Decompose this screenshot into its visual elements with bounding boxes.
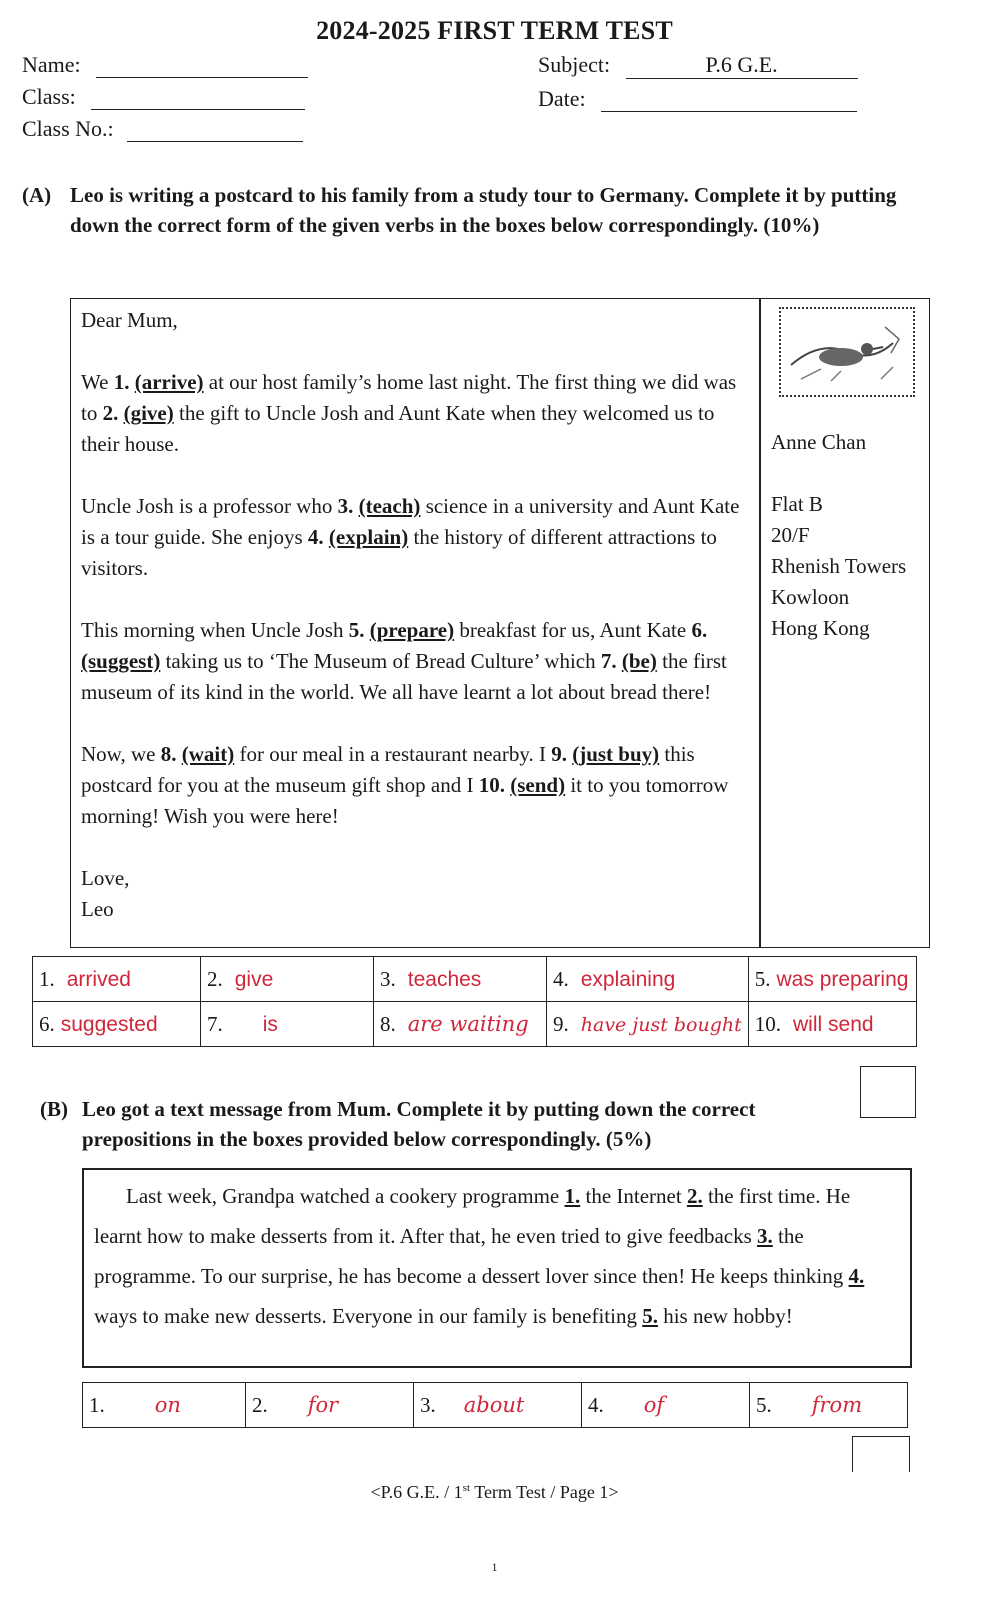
class-field bbox=[22, 84, 305, 110]
subject-label: Subject: bbox=[538, 52, 611, 77]
bird-stamp-icon bbox=[781, 309, 913, 395]
answer-text: suggested bbox=[60, 1012, 158, 1036]
address-line: Kowloon bbox=[771, 585, 850, 609]
answer-text: will send bbox=[793, 1012, 874, 1036]
blank-number-8: 8. bbox=[160, 742, 177, 766]
handwritten-answer: of bbox=[643, 1392, 665, 1417]
section-b-label: (B) bbox=[40, 1097, 68, 1121]
verb-give: (give) bbox=[123, 401, 174, 425]
answer-text: give bbox=[234, 967, 274, 991]
handwritten-answer: for bbox=[307, 1392, 339, 1417]
page-number: 1 bbox=[491, 1560, 498, 1574]
handwritten-answer: have just bought bbox=[580, 1013, 742, 1036]
answer-cell[interactable]: 2. for bbox=[246, 1383, 414, 1428]
score-box[interactable] bbox=[860, 1066, 916, 1118]
table-row bbox=[83, 1383, 908, 1428]
answer-cell[interactable]: 4. of bbox=[582, 1383, 750, 1428]
section-a-text: Leo is writing a postcard to his family from a study tour to Germany. Complete it by putting down the correct form of the given verbs in the boxes below correspondingly. (10%) bbox=[70, 183, 897, 237]
section-b-text: Leo got a text message from Mum. Complete it by putting down the correct prepositions in the boxes provided below correspondingly. (5%) bbox=[82, 1097, 756, 1151]
section-b-instructions bbox=[40, 1094, 840, 1154]
postcard bbox=[70, 298, 930, 948]
address-name: Anne Chan bbox=[771, 430, 867, 454]
blank-number-6: 6. bbox=[691, 618, 708, 642]
blank-number-5: 5. bbox=[348, 618, 365, 642]
answer-cell[interactable]: 1. arrived bbox=[33, 957, 201, 1002]
verb-send: (send) bbox=[510, 773, 566, 797]
answer-cell[interactable]: 8. are waiting bbox=[374, 1002, 547, 1047]
answer-text: teaches bbox=[407, 967, 482, 991]
answer-cell[interactable]: 7. is bbox=[201, 1002, 374, 1047]
section-a-instructions bbox=[22, 180, 942, 240]
verb-explain: (explain) bbox=[328, 525, 409, 549]
blank-number-9: 9. bbox=[551, 742, 567, 766]
blank-number-2: 2. bbox=[102, 401, 119, 425]
class-no-line[interactable] bbox=[127, 119, 303, 142]
blank-number-1: 1. bbox=[113, 370, 130, 394]
postcard-paragraph-2: Uncle Josh is a professor who 3. (teach) science in a university and Aunt Kate is a tour guide. She enjoys 4. (explain) the history of different attractions to visitors. bbox=[81, 494, 740, 580]
name-label: Name: bbox=[22, 52, 81, 77]
name-line[interactable] bbox=[96, 55, 308, 78]
address-line: Rhenish Towers bbox=[771, 554, 907, 578]
table-row bbox=[33, 957, 917, 1002]
blank-number-4: 4. bbox=[848, 1264, 865, 1288]
blank-number-3: 3. bbox=[757, 1224, 773, 1248]
answer-text: was preparing bbox=[776, 967, 909, 991]
answer-text: explaining bbox=[580, 967, 676, 991]
stamp-icon bbox=[779, 307, 915, 397]
answer-cell[interactable]: 5. from bbox=[750, 1383, 908, 1428]
test-title: 2024-2025 FIRST TERM TEST bbox=[316, 16, 673, 45]
verb-prepare: (prepare) bbox=[369, 618, 455, 642]
date-field bbox=[538, 86, 857, 112]
answer-text: is bbox=[262, 1012, 278, 1036]
blank-number-1: 1. bbox=[564, 1184, 581, 1208]
section-a-answer-table bbox=[32, 956, 917, 1047]
class-line[interactable] bbox=[91, 87, 305, 110]
verb-arrive: (arrive) bbox=[134, 370, 204, 394]
answer-cell[interactable]: 2. give bbox=[201, 957, 374, 1002]
answer-text: arrived bbox=[66, 967, 131, 991]
postcard-paragraph-3: This morning when Uncle Josh 5. (prepare) breakfast for us, Aunt Kate 6. (suggest) taking us to ‘The Museum of Bread Culture’ which 7. (be) the first museum of its kind in the world. We all have learnt a lot about bread there! bbox=[81, 618, 727, 704]
subject-field bbox=[538, 52, 858, 79]
subject-value: P.6 G.E. bbox=[626, 52, 858, 79]
answer-cell[interactable]: 5. was preparing bbox=[748, 957, 916, 1002]
class-no-field bbox=[22, 116, 303, 142]
section-b-answer-table bbox=[82, 1382, 908, 1428]
name-field bbox=[22, 52, 308, 78]
score-box[interactable] bbox=[852, 1436, 910, 1472]
answer-cell[interactable]: 9. have just bought bbox=[547, 1002, 749, 1047]
postcard-closing: Love, bbox=[81, 866, 130, 890]
address-line: Flat B bbox=[771, 492, 823, 516]
postcard-signature: Leo bbox=[81, 897, 114, 921]
date-label: Date: bbox=[538, 86, 586, 111]
section-a-label: (A) bbox=[22, 183, 52, 207]
postcard-paragraph-1: We 1. (arrive) at our host family’s home last night. The first thing we did was to 2. (give) the gift to Uncle Josh and Aunt Kate when they welcomed us to their house. bbox=[81, 370, 737, 456]
blank-number-2: 2. bbox=[686, 1184, 703, 1208]
verb-be: (be) bbox=[621, 649, 657, 673]
handwritten-answer: on bbox=[154, 1392, 181, 1417]
message-paragraph: Last week, Grandpa watched a cookery programme 1. the Internet 2. the first time. He learnt how to make desserts from it. After that, he even tried to give feedbacks 3. the programme. To our surprise, he has become a dessert lover since then! He keeps thinking 4. ways to make new desserts. Everyone in our family is benefiting 5. his new hobby! bbox=[94, 1184, 865, 1328]
handwritten-answer: are waiting bbox=[407, 1011, 529, 1036]
postcard-greeting: Dear Mum, bbox=[81, 308, 178, 332]
verb-teach: (teach) bbox=[358, 494, 421, 518]
answer-cell[interactable]: 10. will send bbox=[748, 1002, 916, 1047]
handwritten-answer: from bbox=[811, 1392, 863, 1417]
verb-just-buy: (just buy) bbox=[572, 742, 660, 766]
table-row bbox=[33, 1002, 917, 1047]
class-no-label: Class No.: bbox=[22, 116, 114, 141]
blank-number-7: 7. bbox=[600, 649, 617, 673]
postcard-divider bbox=[759, 299, 761, 947]
text-message bbox=[82, 1168, 912, 1368]
blank-number-4: 4. bbox=[307, 525, 324, 549]
answer-cell[interactable]: 3. about bbox=[414, 1383, 582, 1428]
verb-wait: (wait) bbox=[181, 742, 235, 766]
answer-cell[interactable]: 6. suggested bbox=[33, 1002, 201, 1047]
answer-cell[interactable]: 3. teaches bbox=[374, 957, 547, 1002]
address-line: Hong Kong bbox=[771, 616, 870, 640]
blank-number-10: 10. bbox=[478, 773, 505, 797]
answer-cell[interactable]: 1. on bbox=[83, 1383, 246, 1428]
address-block bbox=[771, 489, 906, 644]
class-label: Class: bbox=[22, 84, 76, 109]
answer-cell[interactable]: 4. explaining bbox=[547, 957, 749, 1002]
date-line[interactable] bbox=[601, 89, 857, 112]
blank-number-3: 3. bbox=[337, 494, 354, 518]
blank-number-5: 5. bbox=[642, 1304, 658, 1328]
postcard-message bbox=[81, 305, 741, 925]
verb-suggest: (suggest) bbox=[81, 649, 161, 673]
page-footer: <P.6 G.E. / 1st Term Test / Page 1> bbox=[370, 1482, 619, 1502]
handwritten-answer: about bbox=[463, 1392, 525, 1417]
address-line: 20/F bbox=[771, 523, 810, 547]
postcard-paragraph-4: Now, we 8. (wait) for our meal in a restaurant nearby. I 9. (just buy) this postcard for you at the museum gift shop and I 10. (send) it to you tomorrow morning! Wish you were here! bbox=[81, 742, 729, 828]
